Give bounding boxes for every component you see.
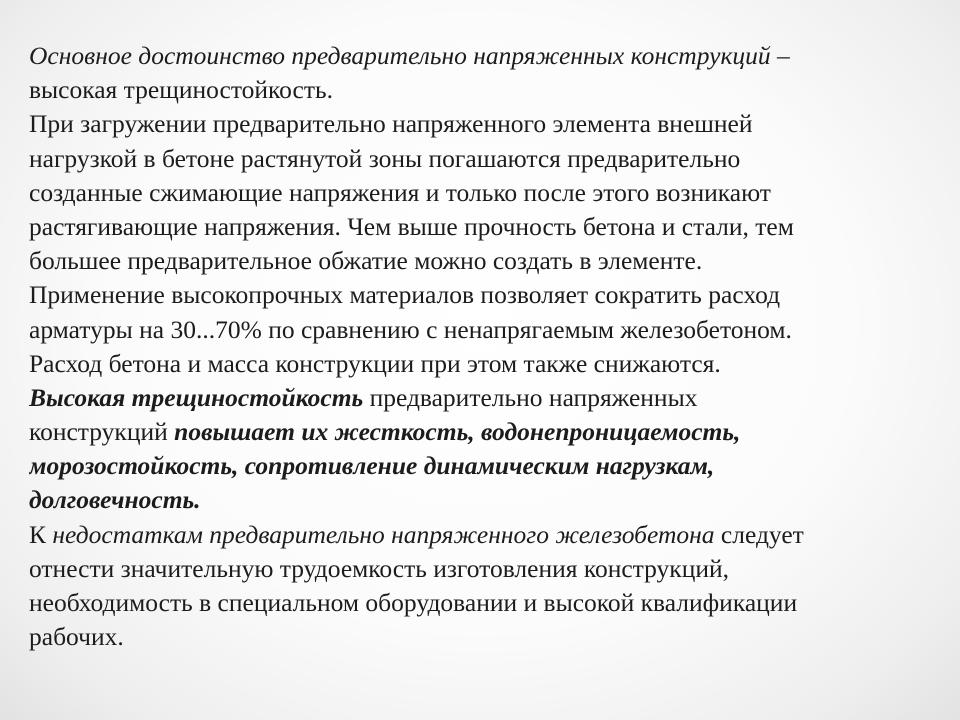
text-segment: растягивающие напряжения. Чем выше прочность бетона и стали, тем [29,211,794,241]
text-segment: Применение высокопрочных материалов позволяет сократить расход [29,280,781,310]
text-segment: Высокая трещиностойкость [29,382,364,412]
text-segment: арматуры на 30...70% по сравнению с ненапрягаемым железобетоном. [29,314,792,344]
text-line [29,107,960,141]
slide-text-body [29,39,960,654]
text-segment: повышает их жесткость, водонепроницаемость, [174,417,741,447]
text-line [29,313,960,347]
text-segment: созданные сжимающие напряжения и только после этого возникают [29,177,771,207]
text-line [29,518,960,552]
text-line [29,39,960,73]
text-segment: большее предварительное обжатие можно создать в элементе. [29,246,703,276]
text-segment: долговечность. [29,485,201,515]
text-line [29,73,960,107]
text-line [29,142,960,176]
text-line [29,210,960,244]
text-line [29,449,960,483]
text-line [29,176,960,210]
text-segment: высокая трещиностойкость. [29,75,333,105]
text-segment: нагрузкой в бетоне растянутой зоны погашаются предварительно [29,143,741,173]
text-segment: предварительно напряженных [363,382,698,412]
text-line [29,347,960,381]
text-line [29,244,960,278]
text-segment: необходимость в специальном оборудовании и высокой квалификации [29,588,798,617]
text-segment: рабочих. [29,622,124,652]
text-line [29,381,960,415]
text-segment: недостаткам предварительно напряженного железобетона [52,519,715,549]
text-segment: Основное достоинство предварительно напряженных конструкций – [29,41,790,70]
text-line [29,620,960,654]
text-segment: отнести значительную трудоемкость изготовления конструкций, [29,553,730,583]
text-line [29,278,960,312]
text-segment: следует [714,519,804,549]
text-line [29,415,960,449]
text-line [29,586,960,620]
text-segment: К [29,519,53,549]
text-line [29,552,960,586]
text-segment: Расход бетона и масса конструкции при этом также снижаются. [29,348,721,378]
text-segment: конструкций [29,417,175,447]
text-line [29,483,960,517]
text-segment: При загружении предварительно напряженного элемента внешней [29,109,753,139]
text-segment: морозостойкость, сопротивление динамическим нагрузкам, [29,451,715,481]
